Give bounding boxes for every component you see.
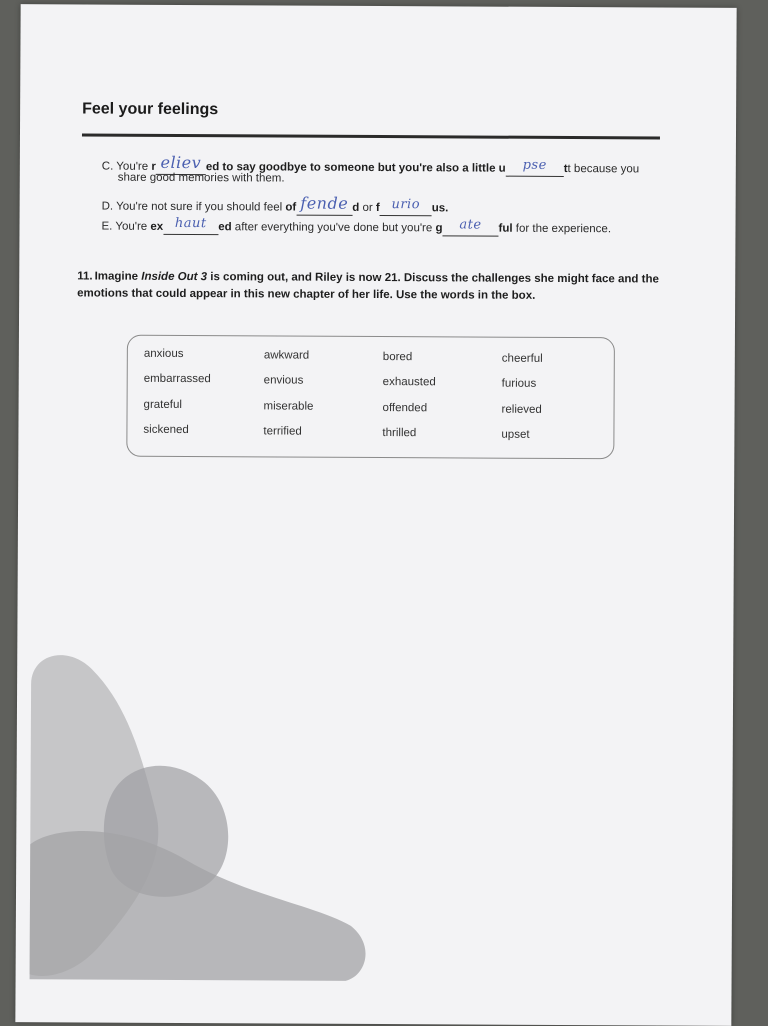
item-d-blank-2-suffix: us. [431, 202, 449, 215]
item-c-blank-1-prefix: r [151, 160, 156, 173]
item-c-blank-2-prefix: u [498, 162, 506, 175]
word-box-word: relieved [501, 403, 542, 416]
item-c-line-2: share good memories with them. [117, 171, 285, 185]
item-d-blank-1[interactable] [296, 193, 352, 216]
item-e-blank-2-prefix: g [435, 222, 443, 235]
item-d-blank-1-prefix: of [285, 201, 297, 214]
word-box-word: exhausted [382, 376, 436, 389]
worksheet-page [15, 4, 736, 1026]
question-11-film-title: Inside Out 3 [141, 270, 208, 284]
word-box-word: furious [501, 377, 537, 390]
item-e-blank-2-suffix: ful [498, 222, 513, 235]
item-c-text-3: t because you [567, 162, 640, 176]
word-box-word: bored [382, 351, 413, 364]
section-title: Feel your feelings [82, 100, 219, 119]
item-e-blank-1[interactable] [163, 215, 218, 235]
question-11-text-b: is coming out, and Riley is now 21. Discuss the challenges she might face and the emotions that could appear in this new chapter of her life. Use the words in the box. [77, 271, 659, 302]
item-c-answer-2: pse [522, 157, 547, 173]
word-box-word: sickened [143, 423, 189, 437]
item-d-blank-2[interactable] [380, 197, 432, 216]
item-c-answer-1: eliev [160, 152, 202, 173]
word-box-word: offended [382, 402, 428, 415]
question-11-number: 11. [77, 270, 93, 283]
item-c-text-1: You're [116, 160, 152, 173]
title-divider [82, 133, 660, 139]
item-e-blank-1-prefix: ex [150, 220, 164, 233]
item-d-text-2: or [359, 201, 376, 214]
item-c-text-2: ed to say goodbye to someone but you're also a little [205, 161, 499, 175]
item-e-answer-1: haut [174, 215, 207, 232]
item-e-answer-2: ate [459, 217, 482, 233]
word-box-word: envious [263, 374, 304, 387]
item-d [102, 195, 449, 217]
item-e-text-1: You're [115, 220, 151, 233]
item-d-text-1: You're not sure if you should feel [116, 200, 286, 214]
word-box-word: grateful [143, 398, 182, 411]
item-c-text-3-suffix: t [563, 162, 568, 175]
item-d-blank-2-prefix: f [375, 201, 380, 215]
item-e-text-2: after everything you've done but you're [231, 221, 436, 235]
word-box-word: upset [501, 428, 530, 441]
item-d-letter: D. [101, 200, 114, 213]
item-e-text-3: for the experience. [512, 222, 612, 236]
item-e-blank-1-suffix: ed [218, 221, 232, 234]
word-box-word: cheerful [501, 352, 543, 365]
word-box-word: terrified [263, 425, 302, 438]
item-e-letter: E. [101, 220, 113, 233]
item-d-answer-2: urio [391, 197, 421, 213]
word-box-word: thrilled [382, 427, 417, 440]
word-box [126, 335, 615, 460]
word-box-word: miserable [263, 400, 314, 413]
decorative-blobs [15, 644, 417, 1006]
question-11-text-a: Imagine [94, 270, 142, 283]
word-box-word: anxious [143, 347, 184, 360]
question-11 [77, 268, 667, 305]
word-box-word: embarrassed [143, 372, 211, 386]
item-c-letter: C. [101, 160, 114, 173]
item-e [101, 215, 612, 238]
word-box-word: awkward [263, 349, 310, 362]
item-c-blank-2[interactable] [506, 157, 564, 177]
item-e-blank-2[interactable] [442, 217, 498, 236]
item-d-blank-1-suffix: d [352, 201, 360, 214]
item-d-answer-1: fende [300, 193, 349, 213]
